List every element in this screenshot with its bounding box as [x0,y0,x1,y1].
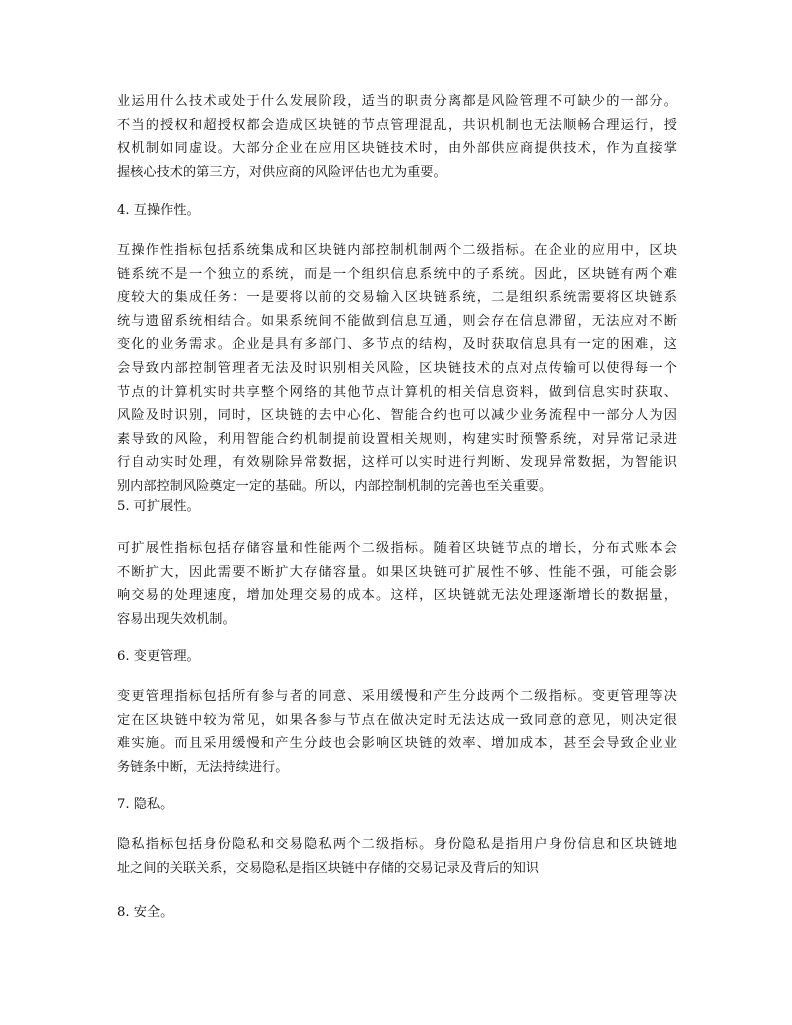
text-line: 不断扩大，因此需要不断扩大存储容量。如果区块链可扩展性不够、性能不强，可能会影 [117,564,677,580]
section-heading-change-management: 6. 变更管理。 [117,649,200,664]
text-line: 变化的业务需求。企业是具有多部门、多节点的结构，及时获取信息具有一定的困难，这 [117,337,677,353]
text-line: 互操作性指标包括系统集成和区块链内部控制机制两个二级指标。在企业的应用中，区块 [117,243,677,258]
text-line: 变更管理指标包括所有参与者的同意、采用缓慢和产生分歧两个二级指标。变更管理等决 [117,689,677,704]
text-line: 度较大的集成任务：一是要将以前的交易输入区块链系统，二是组织系统需要将区块链系 [117,290,677,306]
text-line: 址之间的关联关系，交易隐私是指区块链中存储的交易记录及背后的知识 [117,860,539,876]
text-line: 务链条中断，无法持续进行。 [117,759,289,775]
text-line: 风险及时识别，同时，区块链的去中心化、智能合约也可以减少业务流程中一部分人为因 [117,408,677,424]
text-line: 别内部控制风险奠定一定的基础。所以，内部控制机制的完善也至关重要。 [117,478,553,494]
paragraph-privacy [117,833,677,880]
text-line: 不当的授权和超授权都会造成区块链的节点管理混乱，共识机制也无法顺畅合理运行，授 [117,117,677,133]
section-heading-scalability: 5. 可扩展性。 [117,499,200,514]
paragraph-separation-of-duties [117,90,677,184]
text-line: 统与遗留系统相结合。如果系统间不能做到信息互通，则会存在信息滞留，无法应对不断 [117,313,677,329]
section-heading-privacy: 7. 隐私。 [117,797,174,812]
text-line: 链系统不是一个独立的系统，而是一个组织信息系统中的子系统。因此，区块链有两个难 [117,266,677,282]
text-line: 响交易的处理速度，增加处理交易的成本。这样，区块链就无法处理逐渐增长的数据量， [117,588,677,604]
paragraph-interoperability [117,239,677,499]
text-line: 隐私指标包括身份隐私和交易隐私两个二级指标。身份隐私是指用户身份信息和区块链地 [117,837,677,852]
text-line: 权机制如同虚设。大部分企业在应用区块链技术时，由外部供应商提供技术，作为直接掌 [117,141,677,157]
text-line: 行自动实时处理，有效剔除异常数据，这样可以实时进行判断、发现异常数据，为智能识 [117,455,677,471]
text-line: 容易出现失效机制。 [117,611,236,627]
text-line: 节点的计算机实时共享整个网络的其他节点计算机的相关信息资料，做到信息实时获取、 [117,384,677,400]
paragraph-change-management [117,685,677,779]
text-line: 素导致的风险，利用智能合约机制提前设置相关规则，构建实时预警系统，对异常记录进 [117,431,677,447]
section-heading-interoperability: 4. 互操作性。 [117,203,200,218]
text-line: 业运用什么技术或处于什么发展阶段，适当的职责分离都是风险管理不可缺少的一部分。 [117,94,677,109]
section-heading-security: 8. 安全。 [117,905,174,920]
text-line: 会导致内部控制管理者无法及时识别相关风险，区块链技术的点对点传输可以使得每一个 [117,360,677,376]
text-line: 可扩展性指标包括存储容量和性能两个二级指标。随着区块链节点的增长，分布式账本会 [117,541,677,556]
text-line: 握核心技术的第三方，对供应商的风险评估也尤为重要。 [117,164,447,180]
text-line: 定在区块链中较为常见，如果各参与节点在做决定时无法达成一致同意的意见，则决定很 [117,712,677,728]
paragraph-scalability [117,537,677,631]
text-line: 难实施。而且采用缓慢和产生分歧也会影响区块链的效率、增加成本，甚至会导致企业业 [117,736,677,752]
